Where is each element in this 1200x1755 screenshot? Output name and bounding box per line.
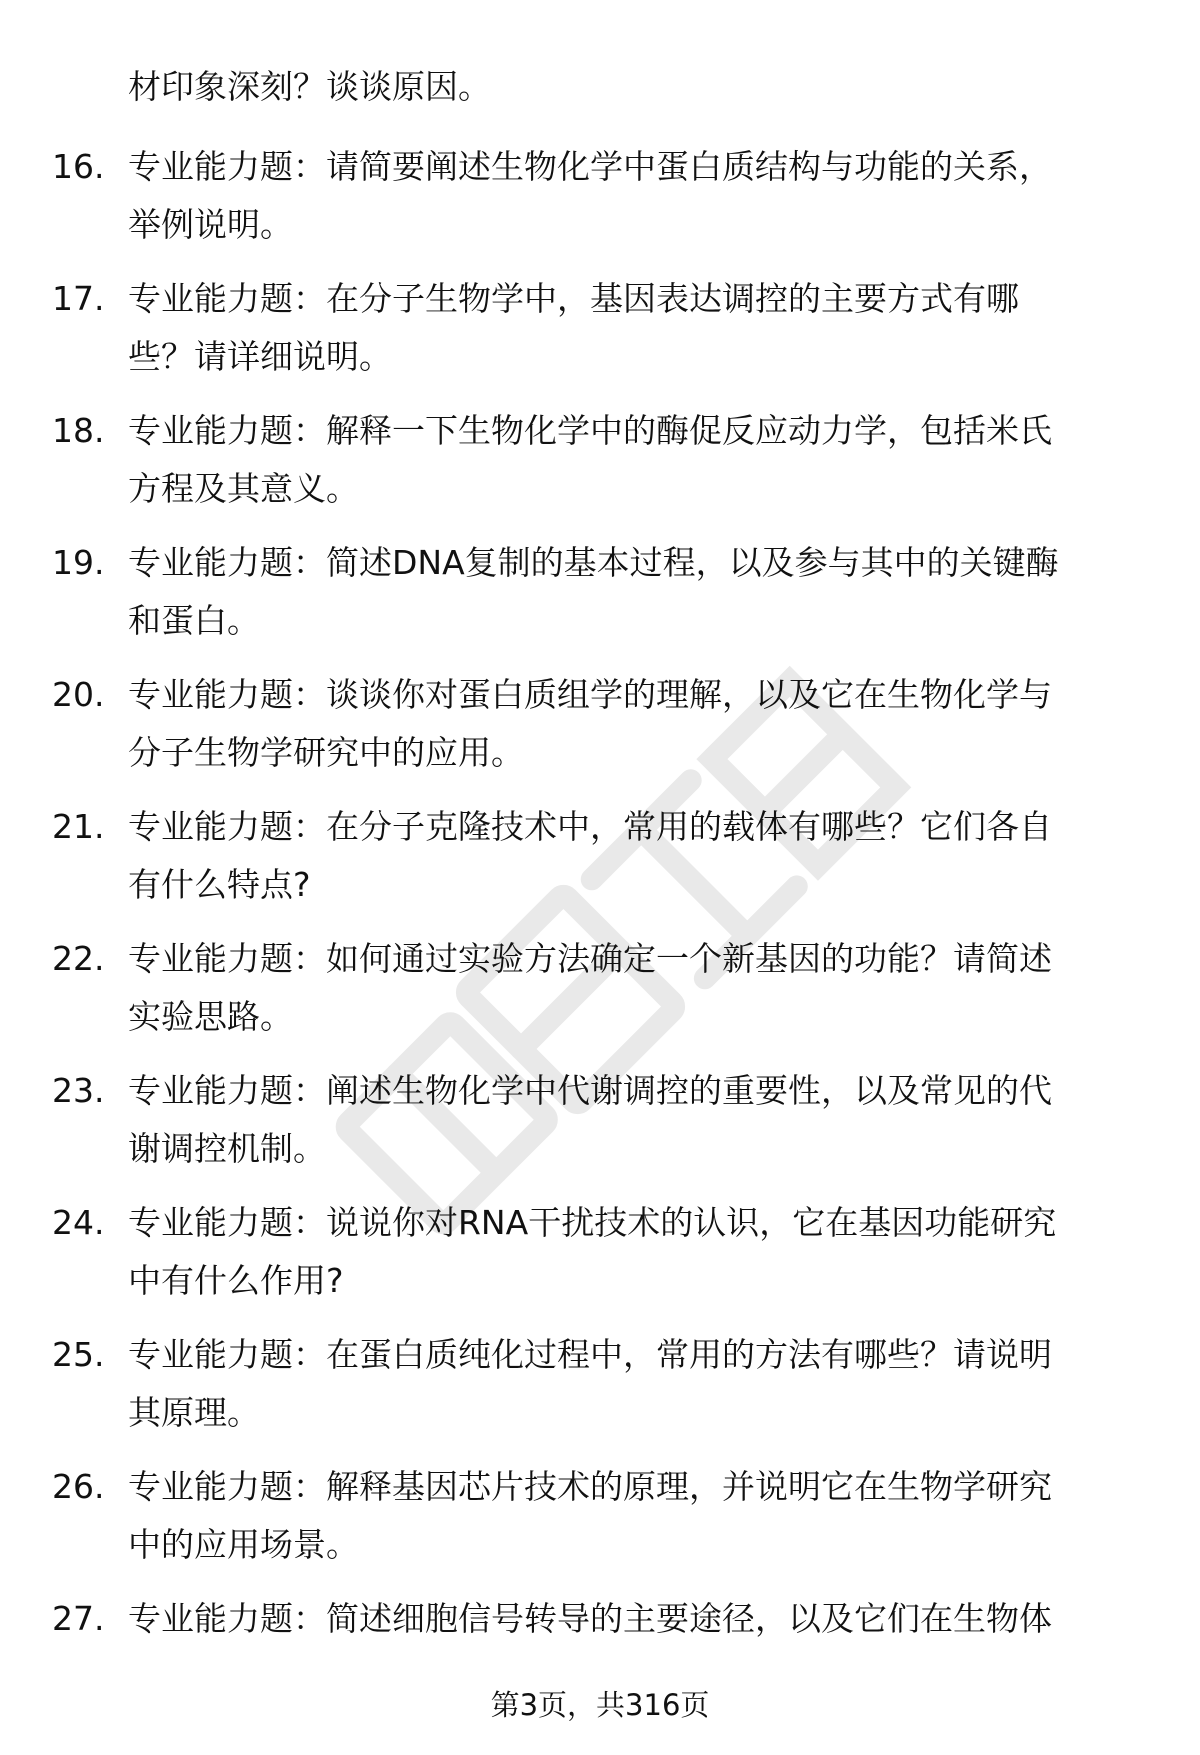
question-item xyxy=(0,666,1200,798)
question-text-line: 专业能力题：请简要阐述生物化学中蛋白质结构与功能的关系， xyxy=(128,147,1052,186)
question-text-line: 专业能力题：阐述生物化学中代谢调控的重要性，以及常见的代 xyxy=(128,1071,1052,1110)
question-text-line: 专业能力题：在蛋白质纯化过程中，常用的方法有哪些？请说明 xyxy=(128,1335,1052,1374)
question-text-line: 举例说明。 xyxy=(128,205,293,244)
question-number: 19. xyxy=(52,543,105,582)
question-text-line: 些？请详细说明。 xyxy=(128,337,392,376)
question-text-line: 专业能力题：解释基因芯片技术的原理，并说明它在生物学研究 xyxy=(128,1467,1052,1506)
question-text-line: 专业能力题：在分子生物学中，基因表达调控的主要方式有哪 xyxy=(128,279,1019,318)
question-text-line: 中的应用场景。 xyxy=(128,1525,359,1564)
question-item xyxy=(0,798,1200,930)
question-text xyxy=(128,1194,1148,1310)
question-number: 27. xyxy=(52,1599,105,1638)
question-item xyxy=(0,402,1200,534)
question-text-line: 其原理。 xyxy=(128,1393,260,1432)
question-text-line: 有什么特点? xyxy=(128,865,311,904)
question-text-line: 专业能力题：简述细胞信号转导的主要途径，以及它们在生物体 xyxy=(128,1599,1052,1638)
question-text-line: 专业能力题：如何通过实验方法确定一个新基因的功能？请简述 xyxy=(128,939,1052,978)
question-text xyxy=(128,1458,1148,1574)
continuation-line: 材印象深刻？谈谈原因。 xyxy=(128,67,491,106)
question-text-line: 中有什么作用? xyxy=(128,1261,344,1300)
question-item xyxy=(0,930,1200,1062)
question-text xyxy=(128,534,1148,650)
question-item xyxy=(0,534,1200,666)
question-text-line: 方程及其意义。 xyxy=(128,469,359,508)
question-number: 20. xyxy=(52,675,105,714)
question-text xyxy=(128,798,1148,914)
question-text-line: 和蛋白。 xyxy=(128,601,260,640)
question-item xyxy=(0,1062,1200,1194)
question-number: 23. xyxy=(52,1071,105,1110)
question-item xyxy=(0,1194,1200,1326)
question-number: 17. xyxy=(52,279,105,318)
question-text-line: 专业能力题：谈谈你对蛋白质组学的理解，以及它在生物化学与 xyxy=(128,675,1052,714)
question-text-line: 专业能力题：说说你对RNA干扰技术的认识，它在基因功能研究 xyxy=(128,1203,1057,1242)
question-number: 16. xyxy=(52,147,105,186)
question-text xyxy=(128,1590,1148,1648)
question-number: 25. xyxy=(52,1335,105,1374)
question-text xyxy=(128,930,1148,1046)
question-number: 18. xyxy=(52,411,105,450)
question-text xyxy=(128,666,1148,782)
question-text-line: 谢调控机制。 xyxy=(128,1129,326,1168)
question-text xyxy=(128,1062,1148,1178)
question-text-line: 实验思路。 xyxy=(128,997,293,1036)
question-text-line: 分子生物学研究中的应用。 xyxy=(128,733,524,772)
page-footer: 第3页，共316页 xyxy=(490,1688,710,1722)
question-list xyxy=(0,138,1200,1722)
question-item xyxy=(0,1458,1200,1590)
question-number: 24. xyxy=(52,1203,105,1242)
question-text-line: 专业能力题：解释一下生物化学中的酶促反应动力学，包括米氏 xyxy=(128,411,1052,450)
question-number: 21. xyxy=(52,807,105,846)
question-text-line: 专业能力题：简述DNA复制的基本过程，以及参与其中的关键酶 xyxy=(128,543,1059,582)
question-item xyxy=(0,138,1200,270)
question-number: 22. xyxy=(52,939,105,978)
question-number: 26. xyxy=(52,1467,105,1506)
question-text xyxy=(128,138,1148,254)
question-text xyxy=(128,402,1148,518)
question-item xyxy=(0,1326,1200,1458)
question-text xyxy=(128,1326,1148,1442)
question-item xyxy=(0,270,1200,402)
question-text-line: 专业能力题：在分子克隆技术中，常用的载体有哪些？它们各自 xyxy=(128,807,1052,846)
question-text xyxy=(128,270,1148,386)
